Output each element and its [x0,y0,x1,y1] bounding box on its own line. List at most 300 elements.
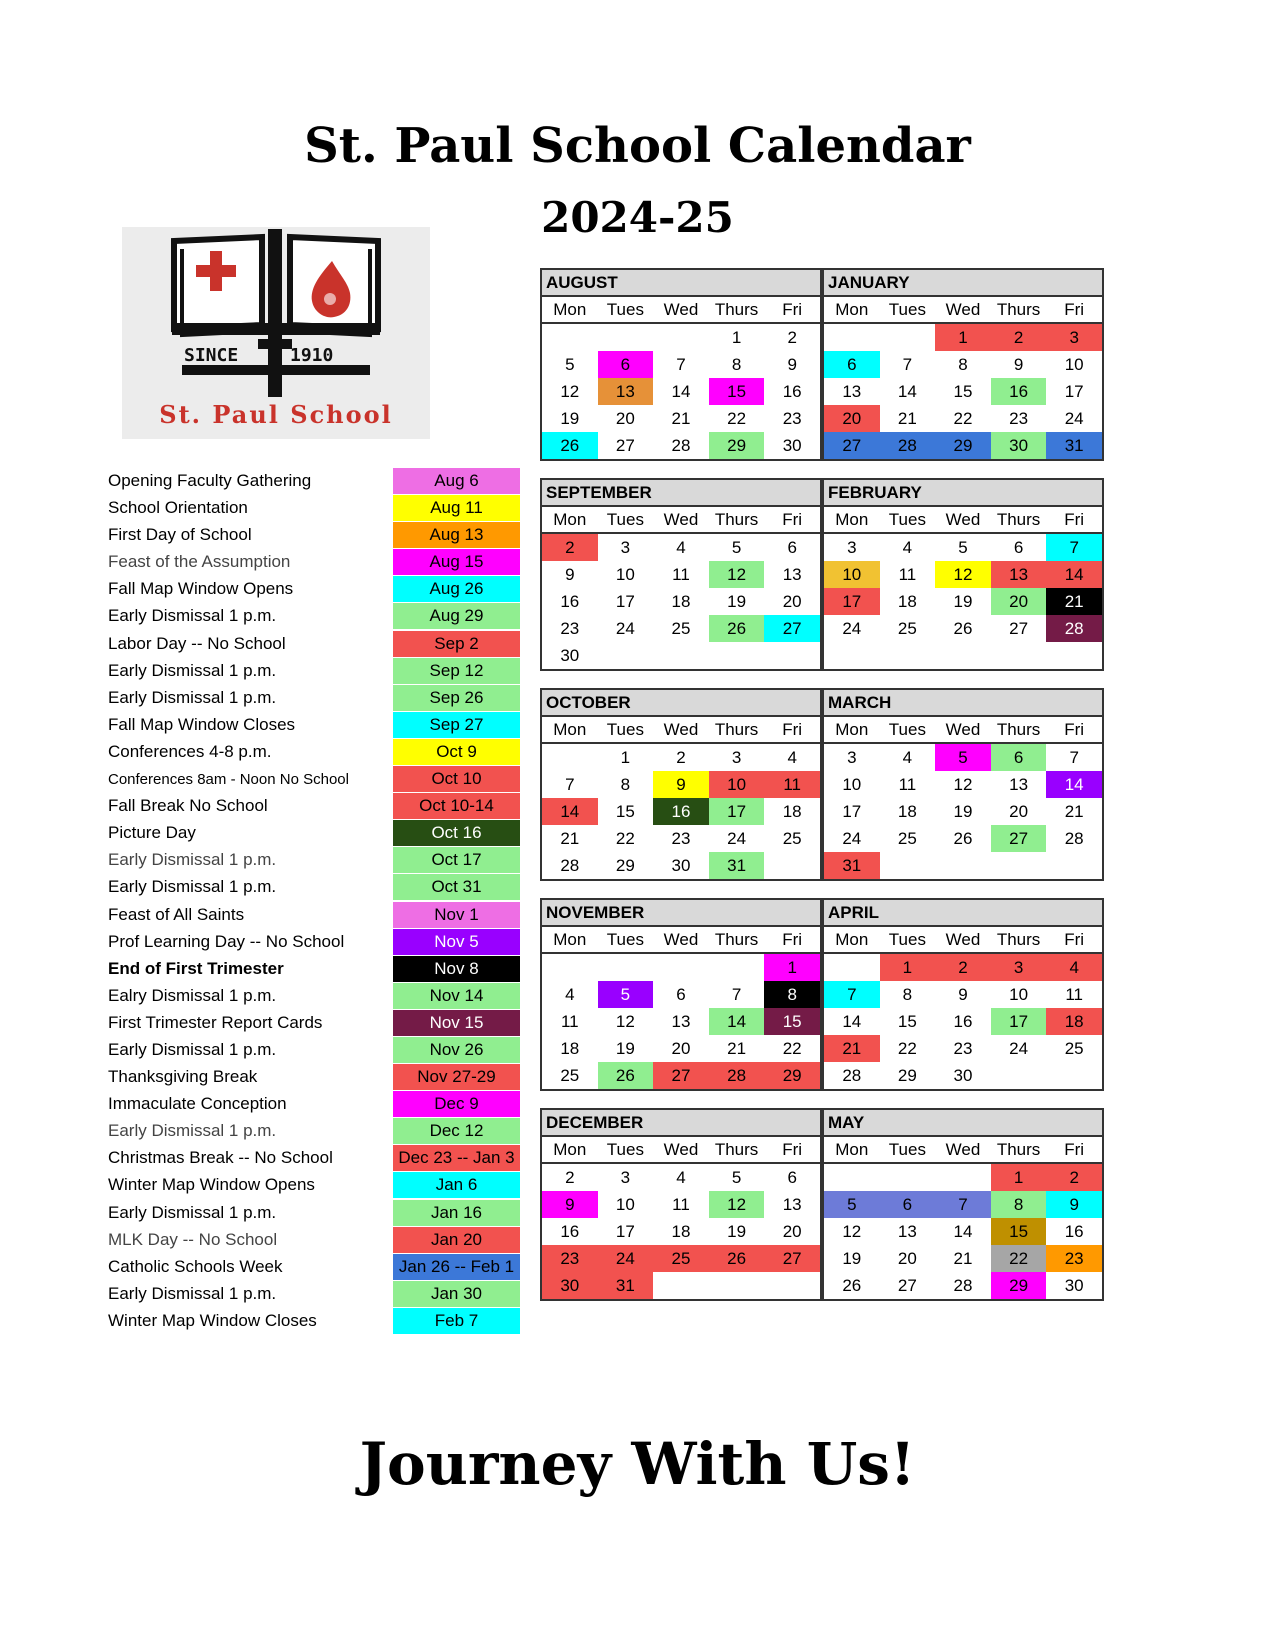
month-name: FEBRUARY [824,480,1102,507]
event-name: Fall Map Window Opens [108,579,294,599]
week-row [824,534,1102,561]
day-cell: 31 [598,1272,654,1299]
week-row [542,744,820,771]
logo-school-name: St. Paul School [159,400,393,429]
day-cell: 22 [897,1039,917,1058]
day-cell: 12 [935,561,991,588]
day-cell: 19 [727,592,747,611]
day-cell [542,744,598,771]
event-name: Feast of the Assumption [108,552,291,572]
event-row [105,549,525,576]
event-name: Labor Day -- No School [108,633,286,653]
day-cell: 22 [953,409,973,428]
day-cell: 16 [782,382,802,401]
weekday-label: Wed [663,300,699,319]
day-cell: 27 [897,1276,917,1295]
event-date: Aug 11 [393,495,520,521]
weekday-label: Fri [1064,720,1085,739]
event-date: Aug 26 [393,576,520,602]
day-cell: 24 [842,619,862,638]
day-cell: 18 [560,1039,580,1058]
weekday-label: Tues [606,1140,644,1159]
weekday-label: Wed [663,720,699,739]
day-cell: 30 [671,856,691,875]
week-row [542,1164,820,1191]
day-cell [1046,852,1102,879]
day-cell: 26 [953,829,973,848]
event-row [105,1254,525,1281]
weekday-label: Thurs [996,300,1041,319]
month-november [540,898,822,1091]
day-cell: 29 [764,1062,820,1089]
day-cell [1046,642,1102,669]
month-name: SEPTEMBER [542,480,820,507]
day-cell [653,324,709,351]
day-cell: 27 [824,432,880,459]
event-name: Early Dismissal 1 p.m. [108,1202,277,1222]
day-cell: 20 [782,592,802,611]
weekday-label: Wed [663,930,699,949]
event-date: Nov 27-29 [393,1064,520,1090]
weekday-header [542,507,820,534]
week-row [542,1245,820,1272]
day-cell: 11 [672,1195,690,1214]
day-cell: 27 [991,825,1047,852]
event-name: Ealry Dismissal 1 p.m. [108,985,277,1005]
week-row [542,405,820,432]
event-name: Opening Faculty Gathering [108,471,312,490]
month-september [540,478,822,671]
event-name: Early Dismissal 1 p.m. [108,1121,277,1141]
event-name: Early Dismissal 1 p.m. [108,877,277,897]
event-date: Jan 30 [393,1281,520,1307]
day-cell: 15 [953,382,973,401]
week-row [542,798,820,825]
day-cell: 11 [764,771,820,798]
event-row [105,847,525,874]
event-name: School Orientation [108,498,248,518]
week-row [824,1191,1102,1218]
day-cell: 3 [1046,324,1102,351]
day-cell: 6 [824,351,880,378]
page-title: St. Paul School Calendar [304,118,971,174]
week-row [542,1062,820,1089]
day-cell [542,954,598,981]
event-name: Conferences 4-8 p.m. [108,741,272,761]
day-cell: 10 [709,771,765,798]
weekday-label: Fri [1064,930,1085,949]
day-cell: 18 [897,592,917,611]
week-row [824,1164,1102,1191]
day-cell: 7 [565,775,575,794]
day-cell [709,1272,765,1299]
week-row [542,825,820,852]
day-cell: 14 [1046,561,1102,588]
day-cell: 18 [782,802,802,821]
day-cell: 9 [1013,355,1024,374]
weekday-label: Wed [663,510,699,529]
day-cell: 2 [542,534,598,561]
day-cell: 2 [1046,1164,1102,1191]
event-name: Early Dismissal 1 p.m. [108,1039,277,1059]
event-row [105,1308,525,1335]
day-cell: 4 [565,985,575,1004]
day-cell: 25 [782,829,802,848]
day-cell: 27 [764,1245,820,1272]
day-cell: 30 [953,1066,973,1085]
day-cell: 21 [824,1035,880,1062]
event-row [105,576,525,603]
weekday-header [824,1137,1102,1164]
day-cell: 31 [709,852,765,879]
weekday-label: Fri [782,510,803,529]
day-cell: 11 [672,565,690,584]
week-row [824,1008,1102,1035]
day-cell [880,1164,936,1191]
day-cell: 28 [1046,615,1102,642]
weekday-label: Mon [553,930,587,949]
weekday-label: Fri [782,720,803,739]
week-row [824,1272,1102,1299]
month-name: JANUARY [824,270,1102,297]
weekday-label: Fri [1064,510,1085,529]
event-date: Dec 9 [393,1091,520,1117]
month-name: DECEMBER [542,1110,820,1137]
school-year: 2024-25 [541,193,734,242]
day-cell: 9 [565,565,575,584]
week-row [542,378,820,405]
day-cell: 4 [902,748,913,767]
day-cell: 24 [1009,1039,1029,1058]
day-cell: 5 [935,744,991,771]
day-cell: 7 [1046,534,1102,561]
day-cell [880,642,936,669]
event-name: Catholic Schools Week [108,1256,283,1276]
day-cell: 23 [1046,1245,1102,1272]
day-cell: 30 [542,1272,598,1299]
day-cell: 3 [620,1168,631,1187]
day-cell: 1 [731,328,742,347]
week-row [824,1245,1102,1272]
event-row [105,739,525,766]
day-cell: 22 [727,409,747,428]
day-cell: 10 [1064,355,1084,374]
week-row [542,1218,820,1245]
day-cell: 7 [824,981,880,1008]
weekday-label: Tues [888,510,926,529]
day-cell: 1 [935,324,991,351]
day-cell: 8 [764,981,820,1008]
day-cell: 6 [676,985,686,1004]
weekday-label: Tues [888,930,926,949]
day-cell: 16 [560,1222,580,1241]
day-cell [935,642,991,669]
day-cell: 16 [653,798,709,825]
week-row [824,588,1102,615]
day-cell: 26 [709,1245,765,1272]
day-cell: 19 [615,1039,635,1058]
day-cell: 14 [842,1012,862,1031]
day-cell: 16 [991,378,1047,405]
day-cell: 4 [787,748,797,767]
week-row [542,771,820,798]
day-cell [991,1062,1047,1089]
events-list [105,468,525,1335]
day-cell: 8 [731,355,742,374]
event-date: Aug 6 [393,468,520,494]
event-row [105,603,525,630]
weekday-label: Mon [835,930,869,949]
day-cell: 9 [958,985,968,1004]
event-name: Immaculate Conception [108,1094,287,1114]
weekday-label: Mon [835,1140,869,1159]
weekday-label: Tues [606,930,644,949]
week-row [542,642,820,669]
event-row [105,685,525,712]
day-cell: 25 [560,1066,580,1085]
day-cell: 23 [782,409,802,428]
day-cell: 11 [560,1012,579,1031]
day-cell: 25 [897,829,917,848]
day-cell: 5 [598,981,654,1008]
event-row [105,956,525,983]
day-cell: 11 [1065,985,1083,1004]
day-cell: 29 [991,1272,1047,1299]
day-cell: 13 [782,1195,802,1214]
day-cell: 10 [842,775,862,794]
day-cell [542,324,598,351]
day-cell [880,852,936,879]
day-cell: 20 [671,1039,691,1058]
event-name: Fall Break No School [108,796,268,816]
day-cell: 28 [953,1276,973,1295]
day-cell: 18 [671,592,691,611]
week-row [824,405,1102,432]
school-logo [122,227,430,439]
month-name: AUGUST [542,270,820,297]
day-cell: 19 [953,802,973,821]
day-cell: 12 [709,1191,765,1218]
month-december [540,1108,822,1301]
day-cell: 12 [953,775,973,794]
weekday-label: Fri [782,930,803,949]
day-cell: 8 [902,985,913,1004]
day-cell: 10 [615,565,635,584]
month-april [822,898,1104,1091]
day-cell: 17 [1064,382,1084,401]
event-row [105,1172,525,1199]
day-cell: 23 [953,1039,973,1058]
day-cell: 2 [935,954,991,981]
day-cell: 23 [542,1245,598,1272]
event-name: Early Dismissal 1 p.m. [108,1283,277,1303]
week-row [542,1191,820,1218]
day-cell: 12 [842,1222,862,1241]
event-name: Feast of All Saints [108,904,245,924]
day-cell: 14 [897,382,917,401]
logo-since-label: SINCE [184,345,239,366]
event-row [105,1145,525,1172]
event-date: Aug 15 [393,549,520,575]
event-name: First Day of School [108,525,252,545]
day-cell [653,1272,709,1299]
weekday-header [824,507,1102,534]
day-cell: 29 [709,432,765,459]
event-row [105,712,525,739]
week-row [824,1062,1102,1089]
event-row [105,1064,525,1091]
day-cell: 5 [958,538,968,557]
day-cell: 1 [764,954,820,981]
day-cell: 24 [842,829,862,848]
weekday-label: Fri [1064,1140,1085,1159]
day-cell [824,954,880,981]
day-cell: 17 [709,798,765,825]
weekday-header [824,927,1102,954]
day-cell: 29 [935,432,991,459]
day-cell: 13 [842,382,862,401]
day-cell [598,642,654,669]
day-cell: 7 [902,355,913,374]
week-row [542,588,820,615]
month-january [822,268,1104,461]
week-row [542,1272,820,1299]
day-cell: 28 [560,856,580,875]
day-cell: 7 [935,1191,991,1218]
day-cell [824,1164,880,1191]
weekday-header [542,297,820,324]
weekday-header [542,1137,820,1164]
day-cell: 13 [1009,775,1029,794]
day-cell: 2 [565,1168,575,1187]
day-cell: 6 [1013,538,1024,557]
day-cell: 29 [897,1066,917,1085]
day-cell: 30 [991,432,1047,459]
day-cell: 30 [1064,1276,1084,1295]
day-cell: 26 [598,1062,654,1089]
day-cell: 13 [782,565,802,584]
weekday-label: Wed [945,510,981,529]
day-cell: 15 [764,1008,820,1035]
day-cell: 14 [953,1222,973,1241]
week-row [824,852,1102,879]
weekday-header [824,297,1102,324]
day-cell: 27 [764,615,820,642]
day-cell: 27 [1009,619,1029,638]
event-row [105,874,525,901]
week-row [824,1218,1102,1245]
day-cell: 19 [560,409,580,428]
weekday-label: Thurs [996,510,1041,529]
event-row [105,793,525,820]
day-cell [991,642,1047,669]
day-cell: 21 [671,409,691,428]
day-cell: 9 [653,771,709,798]
event-row [105,1118,525,1145]
week-row [824,378,1102,405]
day-cell: 3 [620,538,631,557]
day-cell: 1 [620,748,631,767]
day-cell: 9 [542,1191,598,1218]
day-cell [880,324,936,351]
event-date: Oct 31 [393,874,520,900]
day-cell: 18 [897,802,917,821]
event-name: Conferences 8am - Noon No School [108,771,349,789]
weekday-label: Fri [1064,300,1085,319]
day-cell: 7 [1069,748,1079,767]
week-row [824,798,1102,825]
weekday-label: Wed [945,720,981,739]
day-cell: 8 [958,355,968,374]
event-date: Aug 29 [393,603,520,629]
day-cell: 12 [615,1012,635,1031]
day-cell: 14 [671,382,691,401]
event-name: Winter Map Window Closes [108,1310,317,1330]
day-cell: 5 [565,355,575,374]
week-row [542,1035,820,1062]
day-cell: 14 [709,1008,765,1035]
month-october [540,688,822,881]
day-cell: 28 [709,1062,765,1089]
day-cell: 12 [560,382,580,401]
weekday-label: Thurs [714,510,759,529]
weekday-header [542,927,820,954]
day-cell: 22 [782,1039,802,1058]
weekday-label: Thurs [714,300,759,319]
day-cell: 4 [1046,954,1102,981]
day-cell: 24 [1064,409,1084,428]
event-name: Winter Map Window Opens [108,1175,315,1195]
day-cell: 29 [615,856,635,875]
day-cell [764,1272,820,1299]
day-cell: 7 [731,985,742,1004]
day-cell: 10 [824,561,880,588]
day-cell: 22 [615,829,635,848]
weekday-label: Wed [945,930,981,949]
day-cell: 28 [1064,829,1084,848]
day-cell: 3 [991,954,1047,981]
event-row [105,820,525,847]
weekday-label: Mon [835,300,869,319]
weekday-label: Thurs [714,930,759,949]
event-date: Jan 20 [393,1227,520,1253]
day-cell [1046,1062,1102,1089]
day-cell: 20 [897,1249,917,1268]
week-row [542,432,820,459]
day-cell: 13 [671,1012,691,1031]
day-cell [824,324,880,351]
weekday-label: Wed [663,1140,699,1159]
event-row [105,902,525,929]
month-august [540,268,822,461]
day-cell: 23 [1009,409,1029,428]
event-date: Feb 7 [393,1308,520,1334]
day-cell: 12 [709,561,765,588]
day-cell: 13 [897,1222,917,1241]
week-row [542,351,820,378]
day-cell: 17 [842,802,862,821]
event-row [105,1227,525,1254]
day-cell: 8 [620,775,631,794]
event-name: Prof Learning Day -- No School [108,931,345,951]
day-cell: 7 [676,355,686,374]
event-name: Thanksgiving Break [108,1067,258,1087]
event-row [105,1037,525,1064]
day-cell: 26 [542,432,598,459]
day-cell: 30 [782,436,802,455]
day-cell [764,852,820,879]
footer-slogan: Journey With Us! [359,1430,916,1498]
